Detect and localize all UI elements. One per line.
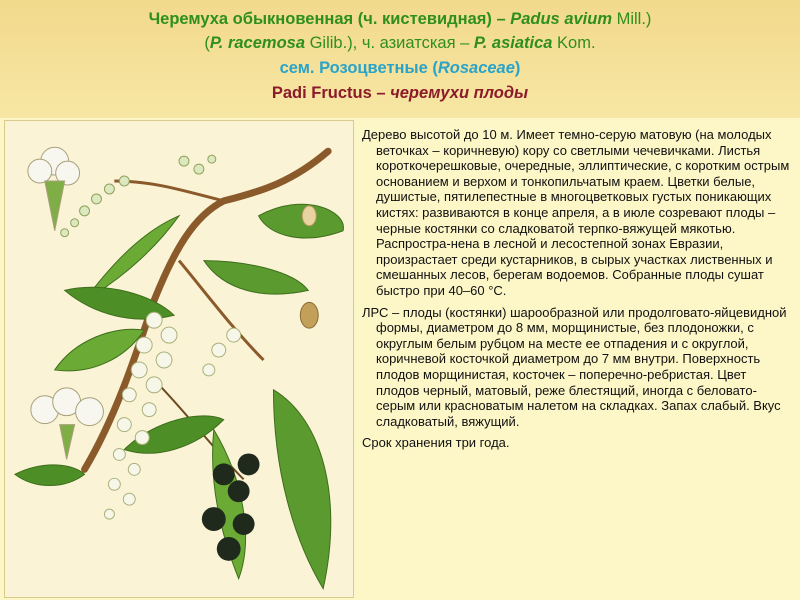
seed [302, 206, 316, 226]
title-line-1: Черемуха обыкновенная (ч. кистевидная) – Padus avium Mill.) [148, 10, 652, 28]
paragraph-shelf-life: Срок хранения три года. [362, 435, 510, 451]
bird-cherry-illustration [4, 120, 354, 598]
stone [300, 302, 318, 328]
paragraph-plant-description: Дерево высотой до 10 м. Имеет темно-серую матовую (на молодых веточках – коричневую) кору со светлыми чечевичками. Листья короткочерешковые, очередные, эллиптические, с коротким острым основанием и верхом и тонкопильчатым краем. Цветки белые, душистые, пятилепестные в многоцветковых густых поникающих кистях: развиваются в конце апреля, а в июле созревают плоды – черные костянки со сладковатой терпко-вяжущей мякотью. Распростра-нена в лесной и лесостепной зонах Евразии, произрастает среди кустарников, в сырых участках лиственных и смешанных лесов, берегам водоемов. Собранные плоды сушат быстро при 40–60 °С. [362, 127, 790, 298]
family-line: сем. Розоцветные (Rosaceae) [279, 59, 521, 77]
flower-detail-top [28, 147, 80, 231]
leaf [204, 261, 308, 295]
paragraph-raw-material: ЛРС – плоды (костянки) шарообразной или продолговато-яйцевидной формы, диаметром до 8 мм, морщинистые, без плодоножки, с округлым белым рубцом на месте ее отпадения и с округлой, коричневой косточкой диаметром до 7 мм внутри. Поверхность плодов морщинистая, косточек – поперечно-ребристая. Цвет плодов черный, матовый, реже блестящий, иногда с беловато-серым или красноватым налетом на складках. Запах слабый. Вкус сладковатый, вяжущий. [362, 304, 787, 429]
leaf [259, 204, 344, 238]
botanical-drawing [5, 121, 353, 597]
leaf [273, 390, 330, 589]
description-text [362, 127, 792, 457]
title-block [0, 0, 800, 118]
leaf [15, 465, 85, 486]
drug-line: Padi Fructus – черемухи плоды [271, 84, 529, 102]
twig [114, 181, 223, 201]
title-line-2: (P. racemosa Gilib.), ч. азиатская – P. asiatica Kom. [204, 34, 596, 52]
